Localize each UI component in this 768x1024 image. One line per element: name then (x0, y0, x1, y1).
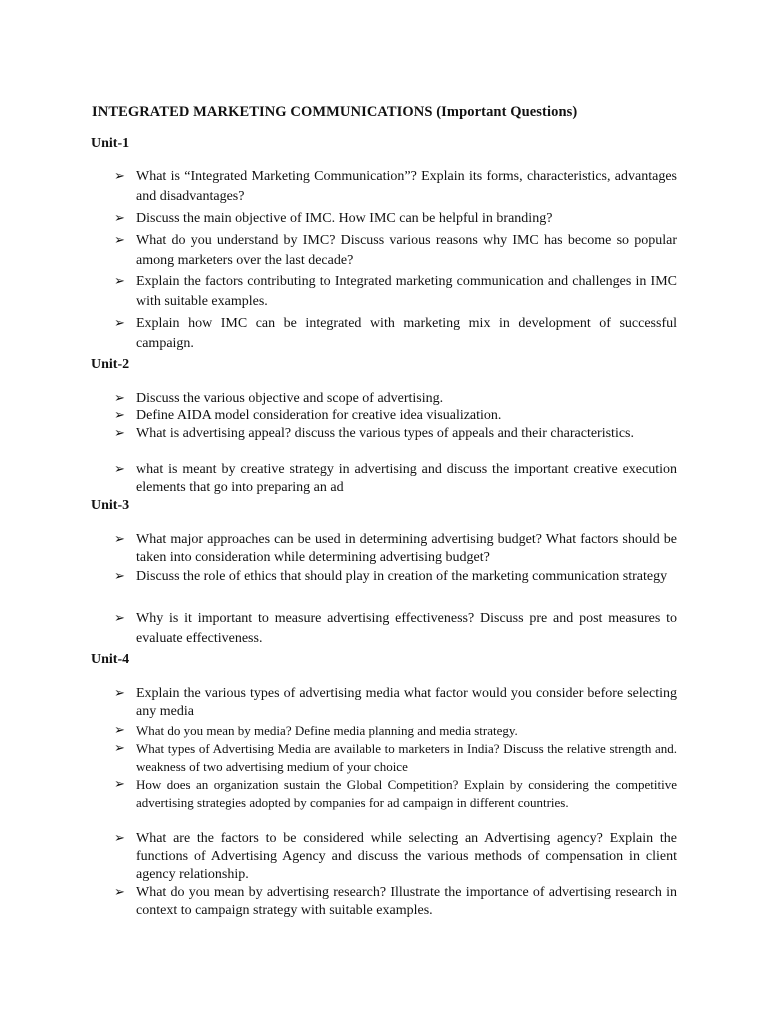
arrow-bullet-icon: ➢ (114, 885, 125, 900)
question-text: How does an organization sustain the Global Competition? Explain by considering the competitive advertising strategies adopted by companies for ad campaign in different countries. (136, 777, 677, 810)
arrow-bullet-icon: ➢ (114, 741, 125, 756)
question-text: What is “Integrated Marketing Communication”? Explain its forms, characteristics, advantages and disadvantages? (136, 169, 677, 204)
question-text: What major approaches can be used in determining advertising budget? What factors should be taken into consideration while determining advertising budget? (136, 532, 677, 565)
question-text: Discuss the various objective and scope of advertising. (136, 391, 444, 406)
question-item (114, 461, 677, 497)
question-item (114, 830, 677, 884)
question-item (114, 231, 677, 271)
arrow-bullet-icon: ➢ (114, 723, 125, 738)
arrow-bullet-icon: ➢ (114, 777, 125, 792)
arrow-bullet-icon: ➢ (114, 233, 125, 248)
question-text: Discuss the main objective of IMC. How IMC can be helpful in branding? (136, 211, 553, 226)
question-text: Why is it important to measure advertising effectiveness? Discuss pre and post measures to evaluate effectiveness. (136, 611, 677, 646)
arrow-bullet-icon: ➢ (114, 831, 125, 846)
question-item (114, 531, 677, 567)
unit-heading: Unit-2 (91, 357, 130, 372)
question-text: Discuss the role of ethics that should play in creation of the marketing communication strategy (136, 569, 668, 584)
question-item (114, 884, 677, 920)
question-item (114, 609, 677, 649)
question-text: Explain how IMC can be integrated with marketing mix in development of successful campaign. (136, 316, 677, 351)
arrow-bullet-icon: ➢ (114, 532, 125, 547)
question-text: What types of Advertising Media are available to marketers in India? Discuss the relative strength and. weakness of two advertising medium of your choice (136, 741, 677, 774)
arrow-bullet-icon: ➢ (114, 391, 125, 406)
arrow-bullet-icon: ➢ (114, 569, 125, 584)
question-item (114, 272, 677, 312)
arrow-bullet-icon: ➢ (114, 611, 125, 626)
arrow-bullet-icon: ➢ (114, 316, 125, 331)
arrow-bullet-icon: ➢ (114, 426, 125, 441)
question-item (114, 685, 677, 721)
question-text: Define AIDA model consideration for creative idea visualization. (136, 408, 502, 423)
question-text: What do you understand by IMC? Discuss various reasons why IMC has become so popular among marketers over the last decade? (136, 233, 677, 268)
question-item (114, 567, 677, 587)
question-item (114, 314, 677, 354)
arrow-bullet-icon: ➢ (114, 462, 125, 477)
question-item (114, 167, 677, 207)
question-text: Explain the factors contributing to Integrated marketing communication and challenges in IMC with suitable examples. (136, 274, 677, 309)
arrow-bullet-icon: ➢ (114, 169, 125, 184)
arrow-bullet-icon: ➢ (114, 211, 125, 226)
question-item (114, 209, 677, 229)
unit-heading: Unit-3 (91, 498, 130, 513)
question-item (114, 425, 677, 443)
question-item (114, 776, 677, 812)
page-title: INTEGRATED MARKETING COMMUNICATIONS (Important Questions) (92, 104, 578, 120)
arrow-bullet-icon: ➢ (114, 274, 125, 289)
question-text: What do you mean by media? Define media planning and media strategy. (136, 723, 518, 738)
unit-heading: Unit-4 (91, 652, 130, 667)
question-text: Explain the various types of advertising media what factor would you consider before selecting any media (136, 686, 677, 719)
question-text: what is meant by creative strategy in advertising and discuss the important creative execution elements that go into preparing an ad (136, 462, 677, 495)
question-text: What is advertising appeal? discuss the various types of appeals and their characteristics. (136, 426, 634, 441)
question-item (114, 407, 677, 425)
arrow-bullet-icon: ➢ (114, 686, 125, 701)
question-item (114, 722, 677, 740)
question-text: What do you mean by advertising research? Illustrate the importance of advertising research in context to campaign strategy with suitable examples. (136, 885, 677, 918)
arrow-bullet-icon: ➢ (114, 408, 125, 423)
question-text: What are the factors to be considered while selecting an Advertising agency? Explain the functions of Advertising Agency and discuss the various methods of compensation in client agency relationship. (136, 831, 677, 882)
unit-heading: Unit-1 (91, 136, 130, 151)
question-item (114, 390, 677, 408)
question-item (114, 740, 677, 776)
